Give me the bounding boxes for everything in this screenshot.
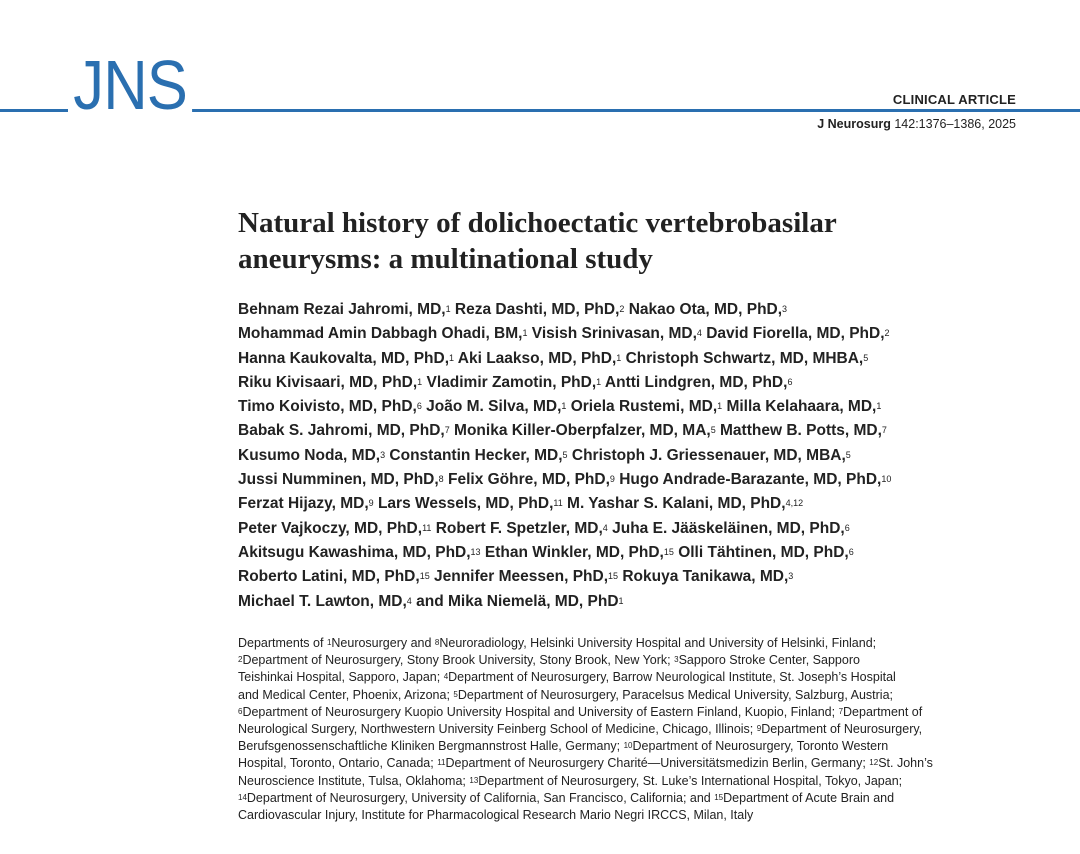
author-name: Milla Kelahaara, MD, xyxy=(722,398,877,416)
affiliation-text: Department of Neurosurgery Kuopio University Hospital and University of Eastern Finland, Kuopio, Finland; xyxy=(242,704,839,719)
author-name: Rokuya Tanikawa, MD, xyxy=(618,568,789,586)
author-name: Robert F. Spetzler, MD, xyxy=(431,519,603,537)
author-name: Nakao Ota, MD, PhD, xyxy=(624,301,783,318)
affiliation-marker: 15 xyxy=(419,571,430,582)
affiliation-marker: 10 xyxy=(881,474,892,485)
author-name: and Mika Niemelä, MD, PhD xyxy=(411,592,619,610)
affiliation-marker: 2 xyxy=(619,304,625,314)
affiliation-text: St. John’s xyxy=(878,756,933,771)
author-name: Babak S. Jahromi, MD, PhD, xyxy=(238,422,445,440)
affiliation-line xyxy=(238,635,1038,652)
affiliation-marker: 1 xyxy=(616,352,622,363)
affiliation-marker: 3 xyxy=(788,571,794,582)
author-name: Lars Wessels, MD, PhD, xyxy=(373,495,554,513)
affiliation-marker: 4 xyxy=(696,328,702,339)
title-line: Natural history of dolichoectatic vertebrobasilar xyxy=(238,207,837,239)
author-name: Felix Göhre, MD, PhD, xyxy=(443,471,610,489)
affiliation-marker: 5 xyxy=(562,449,568,460)
affiliation-marker: 1 xyxy=(522,328,528,339)
affiliation-number: 4 xyxy=(443,672,449,682)
author-line xyxy=(238,322,1028,346)
author-name: Timo Koivisto, MD, PhD, xyxy=(238,398,417,416)
affiliation-marker: 5 xyxy=(845,449,851,460)
affiliation-marker: 1 xyxy=(876,401,882,412)
affiliation-line xyxy=(238,669,1038,686)
affiliation-marker: 4,12 xyxy=(785,498,804,509)
author-name: Mohammad Amin Dabbagh Ohadi, BM, xyxy=(238,325,523,343)
author-line xyxy=(238,371,1028,395)
author-name: Matthew B. Potts, MD, xyxy=(715,422,882,440)
author-name: Vladimir Zamotin, PhD, xyxy=(422,373,597,391)
affiliation-marker: 4 xyxy=(602,522,608,533)
affiliation-marker: 7 xyxy=(881,425,887,436)
affiliation-marker: 5 xyxy=(863,352,869,363)
author-name: Reza Dashti, MD, PhD, xyxy=(450,301,620,318)
author-name: Visish Srinivasan, MD, xyxy=(527,325,697,343)
author-name: Behnam Rezai Jahromi, MD, xyxy=(238,301,446,318)
author-name: João M. Silva, MD, xyxy=(421,398,562,416)
affiliation-text: Department of Neurosurgery, Toronto Western xyxy=(632,739,889,754)
affiliation-line xyxy=(238,738,1038,755)
author-name: M. Yashar S. Kalani, MD, PhD, xyxy=(562,495,786,513)
author-name: Aki Laakso, MD, PhD, xyxy=(454,349,617,367)
affiliation-text: Sapporo Stroke Center, Sapporo xyxy=(678,653,860,668)
author-name: Antti Lindgren, MD, PhD, xyxy=(601,373,788,391)
author-name: Constantin Hecker, MD, xyxy=(385,446,563,464)
affiliation-marker: 5 xyxy=(710,425,716,436)
affiliation-number: 15 xyxy=(714,792,724,802)
author-name: Kusumo Noda, MD, xyxy=(238,446,381,464)
affiliation-marker: 13 xyxy=(470,546,481,557)
author-line xyxy=(238,444,1028,468)
affiliation-number: 8 xyxy=(434,638,440,647)
affiliation-number: 6 xyxy=(238,706,243,716)
affiliation-text: Department of Neurosurgery, St. Luke’s International Hospital, Tokyo, Japan; xyxy=(478,773,903,788)
author-line xyxy=(238,492,1028,516)
author-name: Jennifer Meessen, PhD, xyxy=(429,568,609,586)
author-name: Jussi Numminen, MD, PhD, xyxy=(238,471,439,489)
affiliation-line xyxy=(238,704,1038,721)
affiliation-number: 12 xyxy=(869,758,879,768)
author-line xyxy=(238,347,1028,371)
author-name: Christoph Schwartz, MD, MHBA, xyxy=(621,349,864,367)
affiliation-number: 14 xyxy=(238,792,247,802)
affiliation-marker: 3 xyxy=(782,304,788,314)
affiliation-number: 11 xyxy=(437,758,446,768)
author-line xyxy=(238,298,1028,322)
author-line xyxy=(238,468,1028,492)
affiliation-line xyxy=(238,773,1038,790)
affiliation-marker: 9 xyxy=(368,498,374,509)
affiliation-text: Department of Neurosurgery, Stony Brook University, Stony Brook, New York; xyxy=(242,653,675,668)
affiliation-text: Neurological Surgery, Northwestern University Feinberg School of Medicine, Chicago, Illinois; xyxy=(238,722,757,737)
author-name: David Fiorella, MD, PhD, xyxy=(701,325,885,343)
affiliation-marker: 1 xyxy=(417,376,423,387)
affiliation-number: 3 xyxy=(674,655,679,665)
affiliation-line xyxy=(238,721,1038,738)
author-name: Monika Killer-Oberpfalzer, MD, MA, xyxy=(449,422,711,440)
affiliation-marker: 2 xyxy=(884,328,890,339)
author-name: Riku Kivisaari, MD, PhD, xyxy=(238,373,418,391)
affiliation-marker: 1 xyxy=(449,352,455,363)
author-line xyxy=(238,517,1028,541)
article-type-label: CLINICAL ARTICLE xyxy=(892,92,1016,107)
affiliation-text: Departments of xyxy=(238,636,327,650)
author-name: Peter Vajkoczy, MD, PhD, xyxy=(238,519,423,537)
author-line xyxy=(238,565,1028,589)
author-name: Ethan Winkler, MD, PhD, xyxy=(480,543,664,561)
affiliation-number: 2 xyxy=(238,655,243,665)
affiliation-marker: 1 xyxy=(717,401,723,412)
affiliation-marker: 6 xyxy=(416,401,422,412)
author-name: Olli Tähtinen, MD, PhD, xyxy=(673,543,849,561)
author-name: Ferzat Hijazy, MD, xyxy=(238,495,369,513)
author-name: Akitsugu Kawashima, MD, PhD, xyxy=(238,543,471,561)
author-line xyxy=(238,395,1028,419)
affiliation-text: Department of Neurosurgery, Barrow Neurological Institute, St. Joseph’s Hospital xyxy=(448,670,896,685)
affiliation-number: 10 xyxy=(623,741,633,751)
author-name: Hanna Kaukovalta, MD, PhD, xyxy=(238,349,450,367)
affiliation-number: 1 xyxy=(326,638,332,647)
affiliation-marker: 8 xyxy=(438,474,444,485)
affiliation-marker: 15 xyxy=(663,546,674,557)
title-line: aneurysms: a multinational study xyxy=(238,243,653,275)
affiliation-text: Department of xyxy=(843,704,923,719)
affiliation-line xyxy=(238,755,1038,772)
affiliation-line xyxy=(238,807,1038,824)
affiliation-text: Department of Acute Brain and xyxy=(723,790,895,805)
journal-name: J Neurosurg xyxy=(817,117,891,131)
author-name: Christoph J. Griessenauer, MD, MBA, xyxy=(567,446,846,464)
volume-pages-year: 142:1376–1386, 2025 xyxy=(890,117,1016,131)
affiliation-marker: 15 xyxy=(608,571,619,582)
affiliation-text: Department of Neurosurgery Charité—Universitätsmedizin Berlin, Germany; xyxy=(445,756,870,771)
affiliation-marker: 1 xyxy=(618,595,624,606)
affiliation-text: Department of Neurosurgery, University of California, San Francisco, California; and xyxy=(246,790,715,805)
affiliation-line xyxy=(238,687,1038,704)
affiliation-number: 9 xyxy=(756,724,762,734)
article-title xyxy=(238,205,938,277)
journal-logo: JNS xyxy=(68,46,192,126)
affiliation-text: Neurosurgery and xyxy=(331,636,435,650)
affiliation-text: Neuroradiology, Helsinki University Hospital and University of Helsinki, Finland; xyxy=(439,636,877,650)
affiliation-text: Neuroscience Institute, Tulsa, Oklahoma; xyxy=(238,773,470,788)
affiliation-number: 13 xyxy=(469,775,479,785)
author-name: Hugo Andrade-Barazante, MD, PhD, xyxy=(614,471,882,489)
affiliation-marker: 11 xyxy=(553,498,563,509)
affiliation-marker: 1 xyxy=(596,376,602,387)
author-line xyxy=(238,590,1028,614)
affiliation-marker: 9 xyxy=(609,474,615,485)
affiliation-marker: 7 xyxy=(444,425,450,436)
author-line xyxy=(238,419,1028,443)
affiliation-marker: 6 xyxy=(844,522,850,533)
affiliation-text: Berufsgenossenschaftliche Kliniken Bergmannstrost Halle, Germany; xyxy=(238,739,624,754)
author-name: Roberto Latini, MD, PhD, xyxy=(238,568,420,586)
affiliation-line xyxy=(238,652,1038,669)
affiliation-marker: 11 xyxy=(422,522,432,533)
citation xyxy=(817,117,1016,131)
affiliation-text: and Medical Center, Phoenix, Arizona; xyxy=(238,687,454,702)
affiliation-marker: 6 xyxy=(787,376,793,387)
affiliation-line xyxy=(238,790,1038,807)
affiliation-text: Department of Neurosurgery, xyxy=(761,722,923,737)
author-name: Juha E. Jääskeläinen, MD, PhD, xyxy=(607,519,845,537)
affiliation-number: 5 xyxy=(453,689,458,699)
affiliation-marker: 3 xyxy=(380,449,386,460)
affiliation-text: Teishinkai Hospital, Sapporo, Japan; xyxy=(238,670,444,685)
author-line xyxy=(238,541,1028,565)
affiliation-marker: 1 xyxy=(561,401,567,412)
affiliation-marker: 1 xyxy=(445,304,451,314)
affiliation-list xyxy=(238,635,1038,824)
affiliation-text: Hospital, Toronto, Ontario, Canada; xyxy=(238,756,438,771)
affiliation-marker: 4 xyxy=(406,595,412,606)
affiliation-text: Cardiovascular Injury, Institute for Pharmacological Research Mario Negri IRCCS, Milan, Italy xyxy=(238,808,754,823)
author-name: Michael T. Lawton, MD, xyxy=(238,592,407,610)
affiliation-marker: 6 xyxy=(848,546,854,557)
affiliation-number: 7 xyxy=(838,706,844,716)
author-name: Oriela Rustemi, MD, xyxy=(566,398,718,416)
affiliation-text: Department of Neurosurgery, Paracelsus Medical University, Salzburg, Austria; xyxy=(457,687,893,702)
author-list xyxy=(238,298,1028,614)
